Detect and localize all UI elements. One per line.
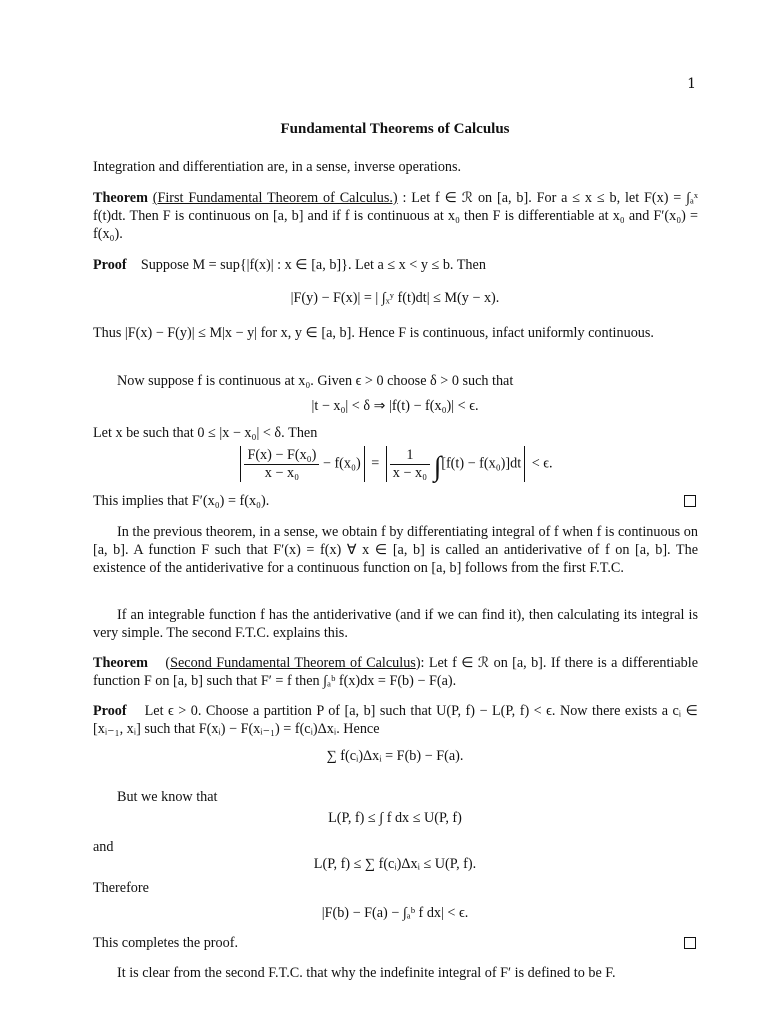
- integral-sign: ∫: [433, 451, 442, 483]
- proof-1-let-x: Let x be such that 0 ≤ |x − x₀| < δ. Then: [93, 425, 318, 441]
- proof-1-label: Proof: [93, 257, 127, 273]
- proof-1-continuity: Thus |F(x) − F(y)| ≤ M|x − y| for x, y ∈ [a, b]. Hence F is continuous, infact uniformly continuous.: [93, 325, 654, 341]
- theorem-1-name: (First Fundamental Theorem of Calculus.): [152, 190, 398, 206]
- integrable-paragraph: If an integrable function f has the antiderivative (and if we can find it), then calculating its integral is very simple. The second F.T.C. explains this.: [93, 607, 698, 641]
- proof-1-equation-1: |F(y) − F(x)| = | ∫ₓʸ f(t)dt| ≤ M(y − x).: [290, 290, 500, 306]
- theorem-2-text: ): Let f ∈ ℛ on [a, b]. If there is a differentiable function F on [a, b] such that F′ = f then ∫ₐᵇ f(x)dx = F(b) − F(a).: [93, 655, 698, 689]
- theorem-2: Theorem (Second Fundamental Theorem of Calculus): Let f ∈ ℛ on [a, b]. If there is a differentiable function F on [a, b] such that F′ = f then ∫ₐᵇ f(x)dx = F(b) − F(a).: [93, 655, 698, 689]
- eq3-denominator-2: x − x₀: [392, 464, 428, 481]
- proof-1-suppose: Now suppose f is continuous at x₀. Given ϵ > 0 choose δ > 0 such that: [117, 373, 514, 389]
- proof-2-equation-3: L(P, f) ≤ ∑ f(cᵢ)Δxᵢ ≤ U(P, f).: [313, 856, 477, 872]
- theorem-1: [93, 189, 698, 243]
- theorem-1-text: : Let f ∈ ℛ on [a, b]. For a ≤ x ≤ b, let F(x) = ∫ₐˣ f(t)dt. Then F is continuous on [a, b] and if f is continuous at x₀ then F is differentiable at x₀ and F′(x₀) = f(x₀).: [93, 190, 698, 242]
- theorem-2-label: Theorem: [93, 655, 148, 671]
- proof-2-equation-4: |F(b) − F(a) − ∫ₐᵇ f dx| < ϵ.: [321, 905, 469, 921]
- eq3-integrand: [f(t) − f(x₀)]dt: [441, 455, 522, 472]
- qed-box-2: [684, 937, 696, 949]
- proof-1-intro: [93, 256, 698, 274]
- proof-1-equation-2: |t − x₀| < δ ⇒ |f(t) − f(x₀)| < ϵ.: [311, 398, 479, 414]
- proof-2-intro: [93, 702, 698, 738]
- proof-2-end: This completes the proof.: [93, 935, 238, 951]
- proof-2-equation-2: L(P, f) ≤ ∫ f dx ≤ U(P, f): [328, 810, 462, 826]
- final-paragraph: It is clear from the second F.T.C. that why the indefinite integral of F′ is defined to be F.: [117, 965, 616, 981]
- but-we-know: But we know that: [117, 789, 218, 805]
- page-title: Fundamental Theorems of Calculus: [280, 121, 510, 137]
- proof-1-text: Suppose M = sup{|f(x)| : x ∈ [a, b]}. Let a ≤ x < y ≤ b. Then: [140, 257, 486, 273]
- qed-box-1: [684, 495, 696, 507]
- intro-paragraph: Integration and differentiation are, in a sense, inverse operations.: [93, 159, 462, 175]
- theorem-1-label: Theorem: [93, 190, 148, 206]
- eq3-equals: =: [371, 455, 380, 472]
- proof-1-conclusion: This implies that F′(x₀) = f(x₀).: [93, 493, 270, 509]
- proof-1-equation-3: [0, 446, 768, 483]
- therefore-text: Therefore: [93, 880, 149, 896]
- proof-2-label: Proof: [93, 703, 127, 719]
- eq3-minus-term: − f(x₀): [322, 455, 361, 472]
- eq3-numerator: F(x) − F(x₀): [244, 447, 319, 465]
- proof-2-equation-1: ∑ f(cᵢ)Δxᵢ = F(b) − F(a).: [326, 748, 464, 764]
- page-number: 1: [687, 76, 696, 92]
- theorem-2-name: Second Fundamental Theorem of Calculus: [170, 655, 416, 671]
- and-text: and: [93, 839, 114, 855]
- proof-2-text: Let ϵ > 0. Choose a partition P of [a, b] such that U(P, f) − L(P, f) < ϵ. Now there exists a cᵢ ∈ [xᵢ₋₁, xᵢ] such that F(xᵢ) − F(xᵢ₋₁) = f(cᵢ)Δxᵢ. Hence: [93, 703, 698, 737]
- antiderivative-paragraph: In the previous theorem, in a sense, we obtain f by differentiating integral of f when f is continuous on [a, b]. A function F such that F′(x) = f(x) ∀ x ∈ [a, b] is called an antiderivative of f on [a, b]. The existence of the antiderivative for a continuous function on [a, b] follows from the first F.T.C.: [93, 524, 698, 576]
- eq3-numerator-2: 1: [390, 447, 430, 465]
- eq3-bound: < ϵ.: [531, 455, 553, 472]
- eq3-denominator: x − x₀: [264, 464, 300, 481]
